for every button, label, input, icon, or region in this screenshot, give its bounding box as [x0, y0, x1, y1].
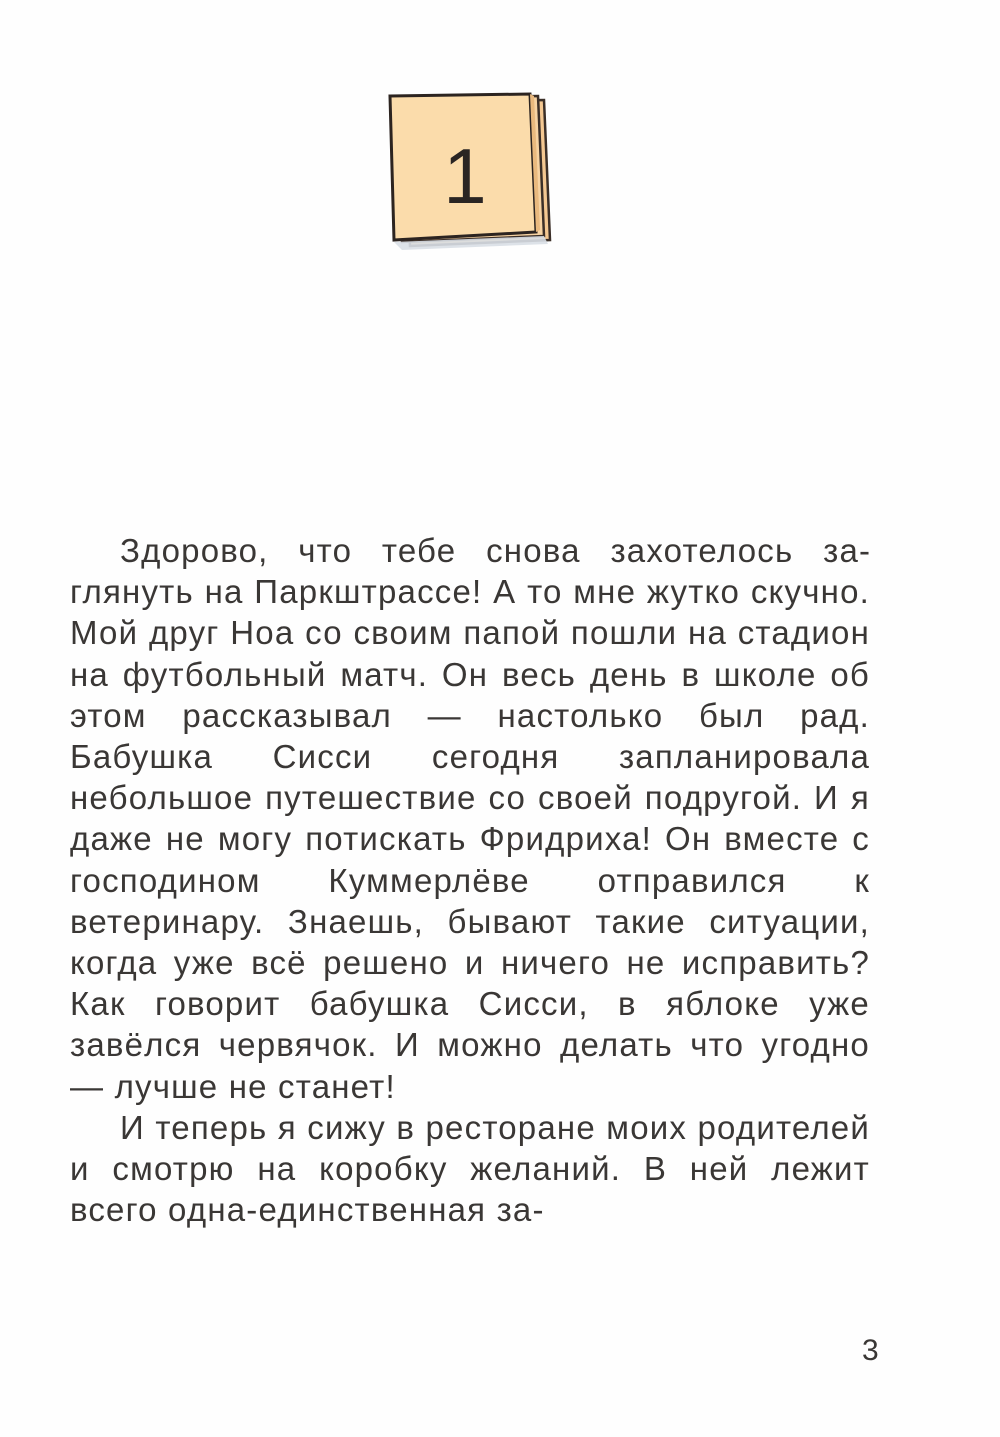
paragraph: Здорово, что тебе снова захотелось заглянуть на Паркштрассе! А то мне жутко скучно. Мой друг Ноа со своим папой пошли на стадион на футбольный матч. Он весь день в школе об этом рассказывал — настолько был рад. Бабушка Сисси сегодня запланировала небольшое путешествие со своей подругой. И я даже не могу потискать Фридриха! Он вместе с господином Куммерлёве отправился к ветеринару. Знаешь, бывают такие ситуации, когда уже всё решено и ничего не исправить? Как говорит бабушка Сисси, в яблоке уже завёлся червячок. И можно делать что угодно — лучше не станет! [70, 532, 870, 1105]
chapter-number: 1 [443, 131, 487, 220]
text-body [70, 530, 870, 1230]
paragraph: И теперь я сижу в ресторане моих родителей и смотрю на коробку желаний. В ней лежит всего одна-единственная за- [70, 1108, 870, 1229]
chapter-badge [380, 90, 560, 260]
page-number: 3 [862, 1334, 879, 1367]
